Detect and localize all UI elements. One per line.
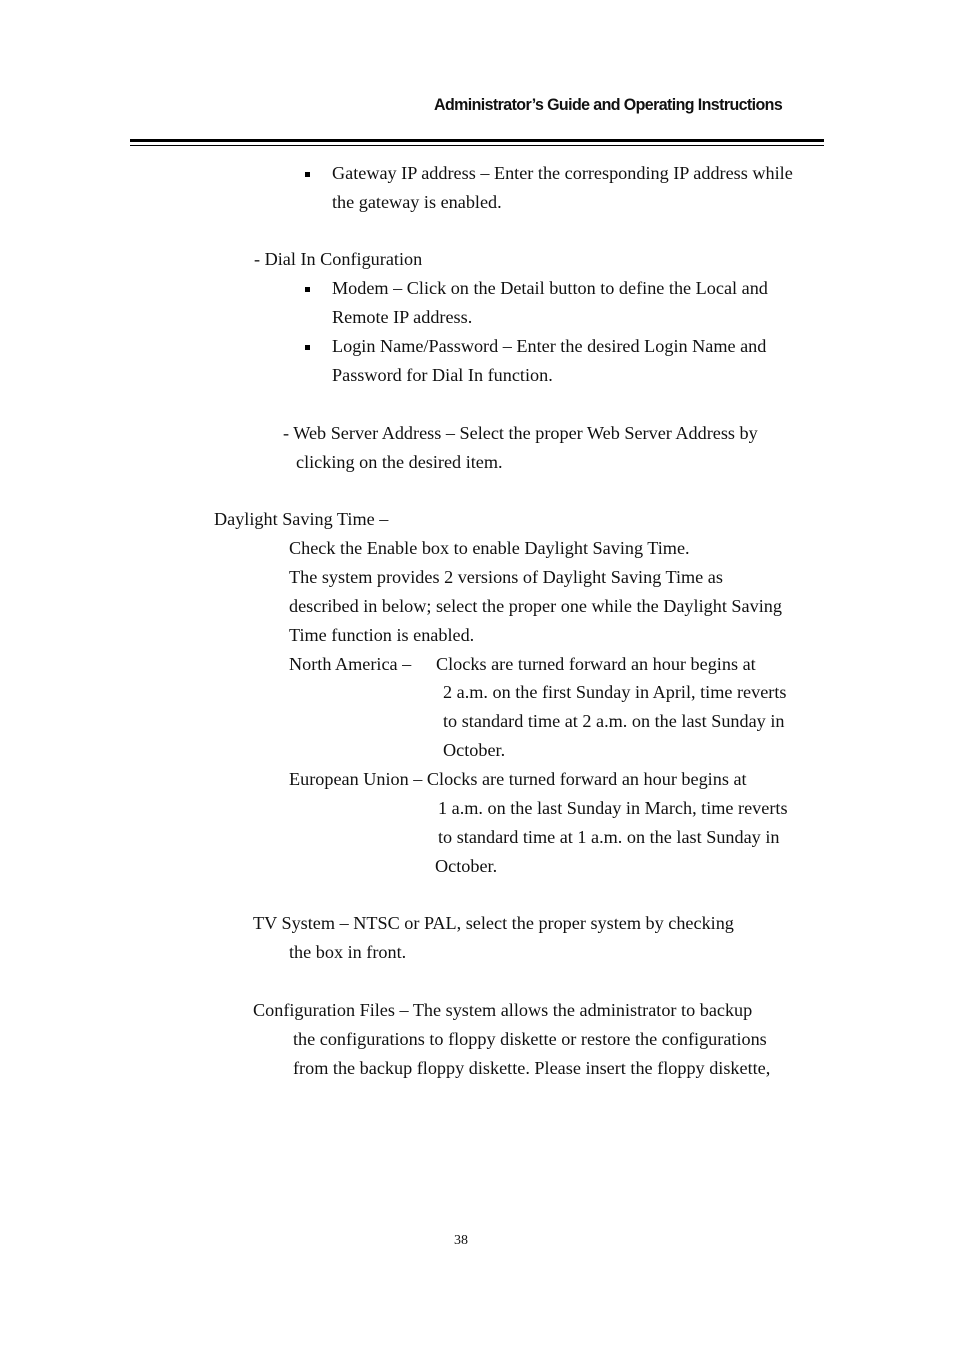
north-america-line-4: October. [443,740,506,760]
gateway-line-1: Gateway IP address – Enter the corresponding IP address while [332,163,793,183]
gateway-line-2: the gateway is enabled. [332,192,502,212]
bullet-icon [305,345,310,350]
tv-system-line-2: the box in front. [289,942,407,962]
north-america-line-1: Clocks are turned forward an hour begins at [436,654,756,674]
bullet-icon [305,287,310,292]
daylight-heading: Daylight Saving Time – [214,509,389,529]
daylight-p2-line-1: The system provides 2 versions of Daylight Saving Time as [289,567,723,587]
north-america-line-3: to standard time at 2 a.m. on the last Sunday in [443,711,785,731]
european-union-line-2: 1 a.m. on the last Sunday in March, time reverts [438,798,788,818]
north-america-label: North America – [289,654,412,674]
config-files-line-2: the configurations to floppy diskette or restore the configurations [293,1029,767,1049]
login-line-1: Login Name/Password – Enter the desired Login Name and [332,336,767,356]
web-server-line-1: - Web Server Address – Select the proper Web Server Address by [283,423,758,443]
header-rule-thick [130,139,824,142]
modem-line-1: Modem – Click on the Detail button to define the Local and [332,278,768,298]
header-rule-thin [130,145,824,146]
modem-line-2: Remote IP address. [332,307,473,327]
dial-in-heading: - Dial In Configuration [254,249,423,269]
daylight-p2-line-2: described in below; select the proper one while the Daylight Saving [289,596,782,616]
european-union-line-4: October. [435,856,498,876]
config-files-line-1: Configuration Files – The system allows the administrator to backup [253,1000,753,1020]
page-number: 38 [454,1233,468,1248]
config-files-line-3: from the backup floppy diskette. Please insert the floppy diskette, [293,1058,771,1078]
daylight-p1: Check the Enable box to enable Daylight Saving Time. [289,538,690,558]
north-america-line-2: 2 a.m. on the first Sunday in April, time reverts [443,682,787,702]
login-line-2: Password for Dial In function. [332,365,553,385]
european-union-line-1: European Union – Clocks are turned forward an hour begins at [289,769,747,789]
bullet-icon [305,172,310,177]
daylight-p2-line-3: Time function is enabled. [289,625,475,645]
header-title: Administrator’s Guide and Operating Instructions [434,96,783,115]
tv-system-line-1: TV System – NTSC or PAL, select the proper system by checking [253,913,734,933]
european-union-line-3: to standard time at 1 a.m. on the last Sunday in [438,827,780,847]
web-server-line-2: clicking on the desired item. [296,452,503,472]
